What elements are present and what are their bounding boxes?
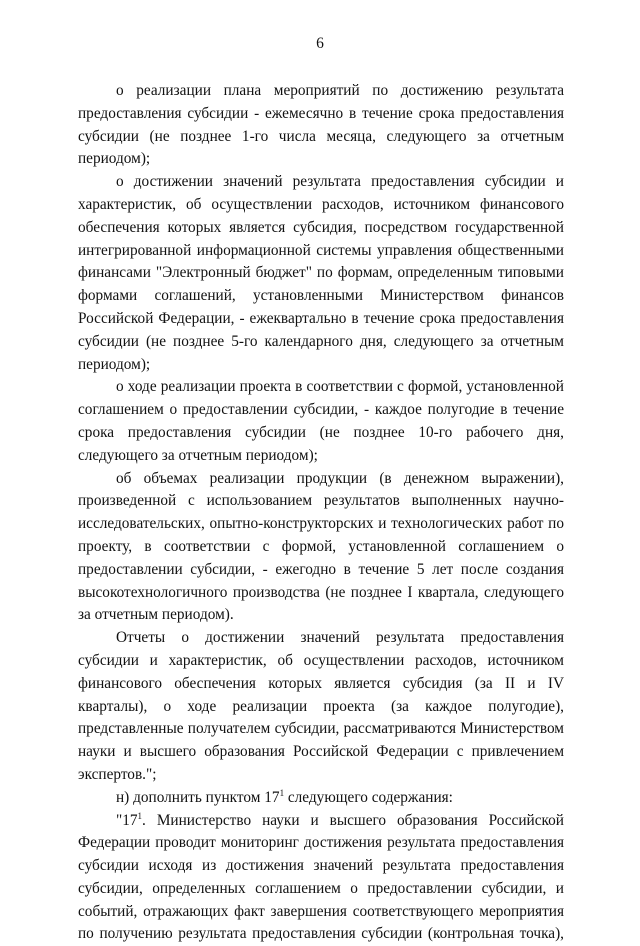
paragraph-half-year-report: о ходе реализации проекта в соответствии с формой, установленной соглашением о предоставлении субсидии, - каждое полугодие в течение срока предоставления субсидии (не позднее 10-го рабочего дня, следующего за отчетным периодом); (78, 376, 564, 467)
clause-number: "17 (116, 812, 138, 829)
amendment-prefix: н) дополнить пунктом 17 (116, 789, 280, 806)
paragraph-amendment (78, 787, 564, 810)
paragraph-monthly-report: о реализации плана мероприятий по достижению результата предоставления субсидии - ежемесячно в течение срока предоставления субсидии (не позднее 1-го числа месяца, следующего за отчетным периодом); (78, 80, 564, 171)
amendment-suffix: следующего содержания: (284, 789, 453, 806)
paragraph-new-clause (78, 810, 564, 946)
clause-superscript: 1 (138, 811, 143, 821)
paragraph-annual-report: об объемах реализации продукции (в денежном выражении), произведенной с использованием результатов выполненных научно-исследовательских, опытно-конструкторских и технологических работ по проекту, в соответствии с формой, установленной соглашением о предоставлении субсидии, - ежегодно в течение 5 лет после создания высокотехнологичного производства (не позднее I квартала, следующего за отчетным периодом). (78, 468, 564, 628)
amendment-superscript: 1 (280, 788, 285, 798)
paragraph-reports-review: Отчеты о достижении значений результата предоставления субсидии и характеристик, об осуществлении расходов, источником финансового обеспечения которых является субсидия (за II и IV кварталы), о ходе реализации проекта (за каждое полугодие), представленные получателем субсидии, рассматриваются Министерством науки и высшего образования Российской Федерации с привлечением экспертов."; (78, 627, 564, 787)
page-number: 6 (0, 34, 640, 54)
document-body (78, 80, 564, 946)
clause-text: . Министерство науки и высшего образования Российской Федерации проводит мониторинг достижения результата предоставления субсидии исходя из достижения значений результата предоставления субсидии, определенных соглашением о предоставлении субсидии, и событий, отражающих факт завершения соответствующего мероприятия по получению результата предоставления субсидии (контрольная точка), (78, 812, 564, 943)
paragraph-quarterly-report: о достижении значений результата предоставления субсидии и характеристик, об осуществлении расходов, источником финансового обеспечения которых является субсидия, посредством государственной интегрированной информационной системы управления общественными финансами "Электронный бюджет" по формам, определенным типовыми формами соглашений, установленными Министерством финансов Российской Федерации, - ежеквартально в течение срока предоставления субсидии (не позднее 5-го календарного дня, следующего за отчетным периодом); (78, 171, 564, 376)
